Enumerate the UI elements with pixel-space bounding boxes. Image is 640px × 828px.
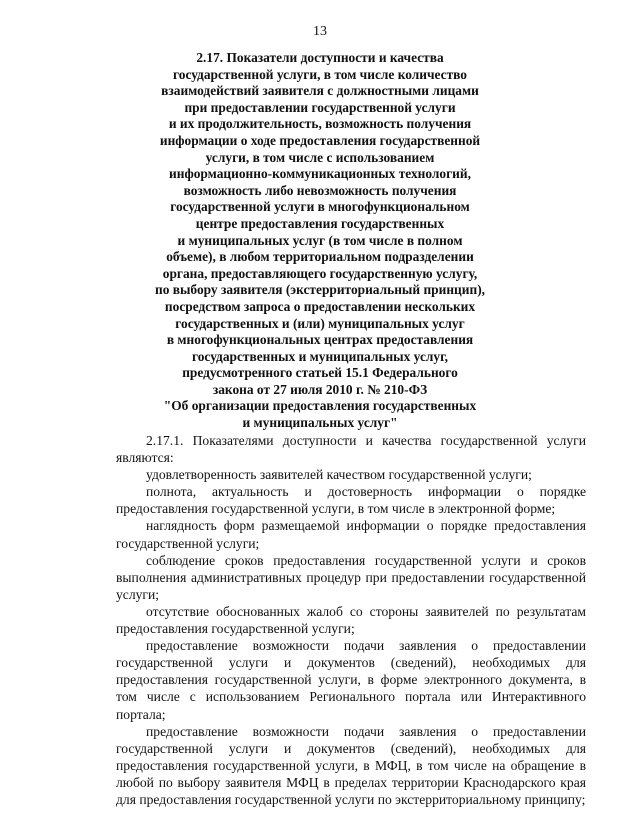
heading-line: закона от 27 июля 2010 г. № 210-ФЗ: [212, 381, 428, 397]
heading-line: государственных и муниципальных услуг,: [191, 348, 449, 364]
heading-line: объеме), в любом территориальном подразделении: [166, 249, 474, 265]
heading-line: информационно-коммуникационных технологий,: [169, 166, 471, 182]
heading-line: государственной услуги в многофункциональном: [170, 199, 470, 215]
heading-line: "Об организации предоставления государственных: [163, 398, 477, 414]
heading-line: в многофункциональных центрах предоставления: [166, 332, 474, 348]
heading-line: государственных и (или) муниципальных услуг: [175, 315, 465, 331]
heading-line: по выбору заявителя (экстерриториальный принцип),: [154, 282, 485, 298]
heading-line: государственной услуги, в том числе количество: [173, 66, 467, 82]
page-number: 13: [313, 24, 327, 39]
list-item-information-completeness: полнота, актуальность и достоверность информации о порядке предоставления государственной услуги, в том числе в электронной форме;: [116, 484, 586, 517]
heading-line: посредством запроса о предоставлении нескольких: [164, 298, 476, 314]
heading-line: предусмотренного статьей 15.1 Федерального: [182, 365, 458, 381]
list-item-mfc-submission: предоставление возможности подачи заявления о предоставлении государственной услуги и документов (сведений), необходимых для предоставления государственной услуги, в МФЦ, в том числе на обращение в любой по выбору заявителя МФЦ в пределах территории Краснодарского края для предоставления государственной услуги по экстерриториальному принципу;: [116, 723, 586, 807]
heading-line: взаимодействий заявителя с должностными лицами: [161, 83, 479, 99]
paragraph-2-17-1: 2.17.1. Показателями доступности и качества государственной услуги являются:: [116, 433, 586, 466]
list-item-electronic-submission: предоставление возможности подачи заявления о предоставлении государственной услуги и документов (сведений), необходимых для предоставления государственной услуги, в форме электронного документа, в том числе с использованием Регионального портала или Интерактивного портала;: [116, 638, 586, 722]
heading-line: и муниципальных услуг (в том числе в полном: [177, 232, 463, 248]
list-item-information-clarity: наглядность форм размещаемой информации о порядке предоставления государственной услуги;: [116, 518, 586, 551]
list-item-satisfaction: удовлетворенность заявителей качеством государственной услуги;: [146, 467, 532, 483]
heading-line: и муниципальных услуг": [242, 415, 398, 431]
section-heading: [120, 50, 520, 432]
heading-line: органа, предоставляющего государственную услугу,: [162, 265, 478, 281]
heading-line: при предоставлении государственной услуги: [184, 99, 456, 115]
body-text: [116, 432, 586, 808]
list-item-no-complaints: отсутствие обоснованных жалоб со стороны заявителей по результатам предоставления государственной услуги;: [116, 603, 586, 637]
heading-line: 2.17. Показатели доступности и качества: [196, 50, 444, 65]
heading-line: центре предоставления государственных: [195, 215, 445, 231]
heading-line: и их продолжительность, возможность получения: [168, 116, 472, 132]
heading-line: услуги, в том числе с использованием: [205, 149, 435, 165]
heading-line: возможность либо невозможность получения: [183, 182, 457, 198]
heading-line: информации о ходе предоставления государственной: [159, 132, 481, 148]
list-item-deadlines: соблюдение сроков предоставления государственной услуги и сроков выполнения административных процедур при предоставлении государственной услуги;: [116, 552, 586, 602]
